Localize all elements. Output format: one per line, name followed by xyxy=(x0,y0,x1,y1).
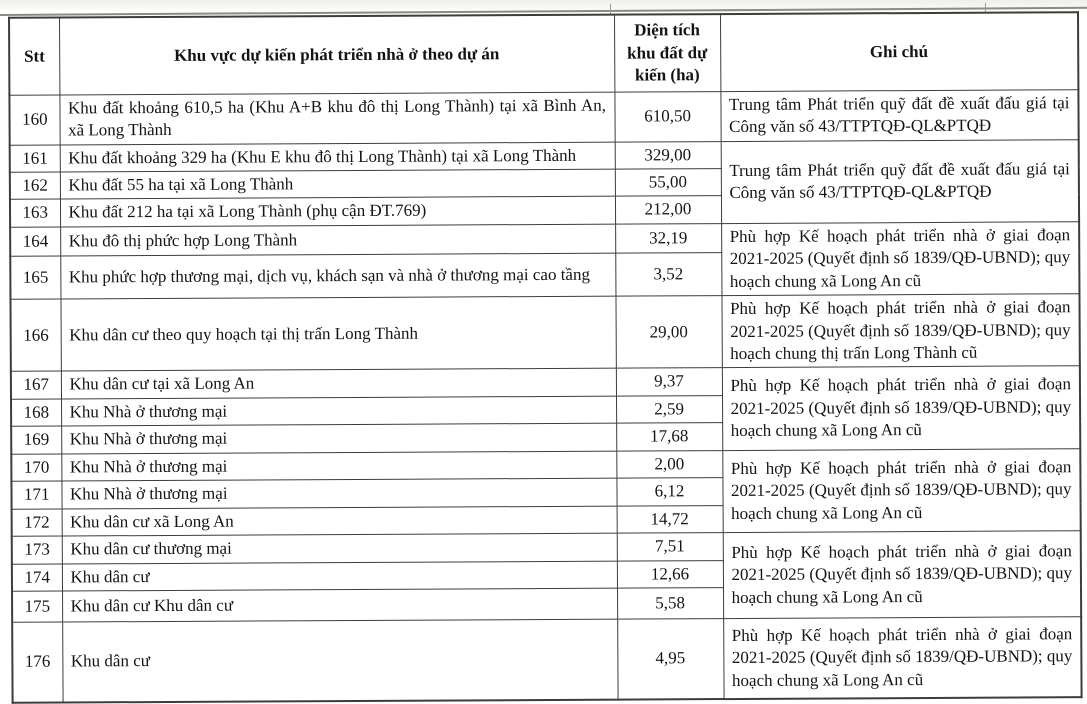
stt-cell: 170 xyxy=(11,454,61,482)
stt-cell: 172 xyxy=(12,509,62,537)
table-row xyxy=(9,89,1078,145)
area-cell: 2,00 xyxy=(616,450,722,478)
area-cell: 3,52 xyxy=(615,253,721,296)
header-note: Ghi chú xyxy=(720,12,1078,91)
scan-column-line-artifact xyxy=(610,4,611,14)
project-cell: Khu dân cư theo quy hoạch tại thị trấn Long Thành xyxy=(60,296,615,371)
project-cell: Khu dân cư tại xã Long An xyxy=(61,369,616,399)
header-stt: Stt xyxy=(9,18,59,95)
project-cell: Khu đất 55 ha tại xã Long Thành xyxy=(60,169,615,199)
note-cell: Phù hợp Kế hoạch phát triển nhà ở giai đoạn 2021-2025 (Quyết định số 1839/QĐ-UBND); quy hoạch chung xã Long An cũ xyxy=(723,617,1081,700)
project-cell: Khu Nhà ở thương mại xyxy=(61,478,616,508)
stt-cell: 166 xyxy=(10,299,60,372)
area-cell: 32,19 xyxy=(615,223,721,253)
stt-cell: 160 xyxy=(9,95,59,145)
stt-cell: 171 xyxy=(11,481,61,509)
stt-cell: 161 xyxy=(10,145,60,173)
stt-cell: 175 xyxy=(12,591,62,622)
housing-development-table xyxy=(8,11,1083,704)
project-cell: Khu Nhà ở thương mại xyxy=(61,396,616,426)
area-cell: 17,68 xyxy=(616,423,722,451)
area-cell: 14,72 xyxy=(617,505,723,533)
project-cell: Khu Nhà ở thương mại xyxy=(61,423,616,453)
project-cell: Khu phức hợp thương mại, dịch vụ, khách sạn và nhà ở thương mại cao tầng xyxy=(60,253,615,299)
note-cell: Trung tâm Phát triển quỹ đất đề xuất đấu giá tại Công văn số 43/TTPTQĐ-QL&PTQĐ xyxy=(721,139,1079,223)
stt-cell: 173 xyxy=(12,536,62,564)
project-cell: Khu dân cư thương mại xyxy=(62,533,617,563)
header-area: Diện tích khu đất dự kiến (ha) xyxy=(614,14,720,92)
area-cell: 7,51 xyxy=(617,533,723,561)
stt-cell: 169 xyxy=(11,426,61,454)
table-row xyxy=(12,531,1081,564)
note-cell: Phù hợp Kế hoạch phát triển nhà ở giai đoạn 2021-2025 (Quyết định số 1839/QĐ-UBND); quy hoạch chung xã Long An cũ xyxy=(721,222,1079,296)
note-cell: Phù hợp Kế hoạch phát triển nhà ở giai đoạn 2021-2025 (Quyết định số 1839/QĐ-UBND); quy hoạch chung thị trấn Long Thành cũ xyxy=(721,294,1079,368)
area-cell: 55,00 xyxy=(615,169,721,197)
stt-cell: 174 xyxy=(12,564,62,592)
stt-cell: 165 xyxy=(10,256,60,299)
note-cell: Phù hợp Kế hoạch phát triển nhà ở giai đoạn 2021-2025 (Quyết định số 1839/QĐ-UBND); quy hoạch chung xã Long An cũ xyxy=(722,448,1080,532)
stt-cell: 168 xyxy=(11,399,61,427)
area-cell: 329,00 xyxy=(615,141,721,169)
note-cell: Trung tâm Phát triển quỹ đất đề xuất đấu giá tại Công văn số 43/TTPTQĐ-QL&PTQĐ xyxy=(720,89,1078,141)
project-cell: Khu Nhà ở thương mại xyxy=(61,451,616,481)
area-cell: 212,00 xyxy=(615,196,721,224)
project-cell: Khu dân cư xã Long An xyxy=(62,506,617,536)
stt-cell: 176 xyxy=(12,622,62,703)
note-cell: Phù hợp Kế hoạch phát triển nhà ở giai đoạn 2021-2025 (Quyết định số 1839/QĐ-UBND); quy hoạch chung xã Long An cũ xyxy=(723,531,1081,619)
project-cell: Khu dân cư Khu dân cư xyxy=(62,588,617,622)
project-cell: Khu đất 212 ha tại xã Long Thành (phụ cận ĐT.769) xyxy=(60,197,615,227)
project-cell: Khu đất khoảng 610,5 ha (Khu A+B khu đô thị Long Thành) tại xã Bình An, xã Long Thành xyxy=(59,92,614,145)
area-cell: 9,37 xyxy=(616,368,722,396)
table-row xyxy=(10,294,1079,372)
area-cell: 5,58 xyxy=(617,588,723,620)
table-row xyxy=(11,366,1080,399)
project-cell: Khu đô thị phức hợp Long Thành xyxy=(60,224,615,256)
stt-cell: 162 xyxy=(10,172,60,200)
table-row xyxy=(11,448,1080,481)
note-cell: Phù hợp Kế hoạch phát triển nhà ở giai đoạn 2021-2025 (Quyết định số 1839/QĐ-UBND); quy hoạch chung xã Long An cũ xyxy=(722,366,1080,450)
area-cell: 610,50 xyxy=(614,91,720,142)
stt-cell: 164 xyxy=(10,227,60,257)
table-row xyxy=(10,139,1079,172)
area-cell: 12,66 xyxy=(617,560,723,588)
project-cell: Khu dân cư xyxy=(62,561,617,591)
document-table-container xyxy=(8,11,1083,704)
project-cell: Khu đất khoảng 329 ha (Khu E khu đô thị Long Thành) tại xã Long Thành xyxy=(60,142,615,172)
table-row xyxy=(12,617,1081,704)
table-header-row xyxy=(9,12,1078,95)
table-row xyxy=(10,222,1079,257)
area-cell: 29,00 xyxy=(615,296,721,369)
area-cell: 4,95 xyxy=(617,619,723,701)
area-cell: 2,59 xyxy=(616,395,722,423)
stt-cell: 163 xyxy=(10,199,60,227)
area-cell: 6,12 xyxy=(616,478,722,506)
header-project: Khu vực dự kiến phát triển nhà ở theo dự án xyxy=(59,15,614,95)
project-cell: Khu dân cư xyxy=(62,619,617,703)
stt-cell: 167 xyxy=(11,371,61,399)
